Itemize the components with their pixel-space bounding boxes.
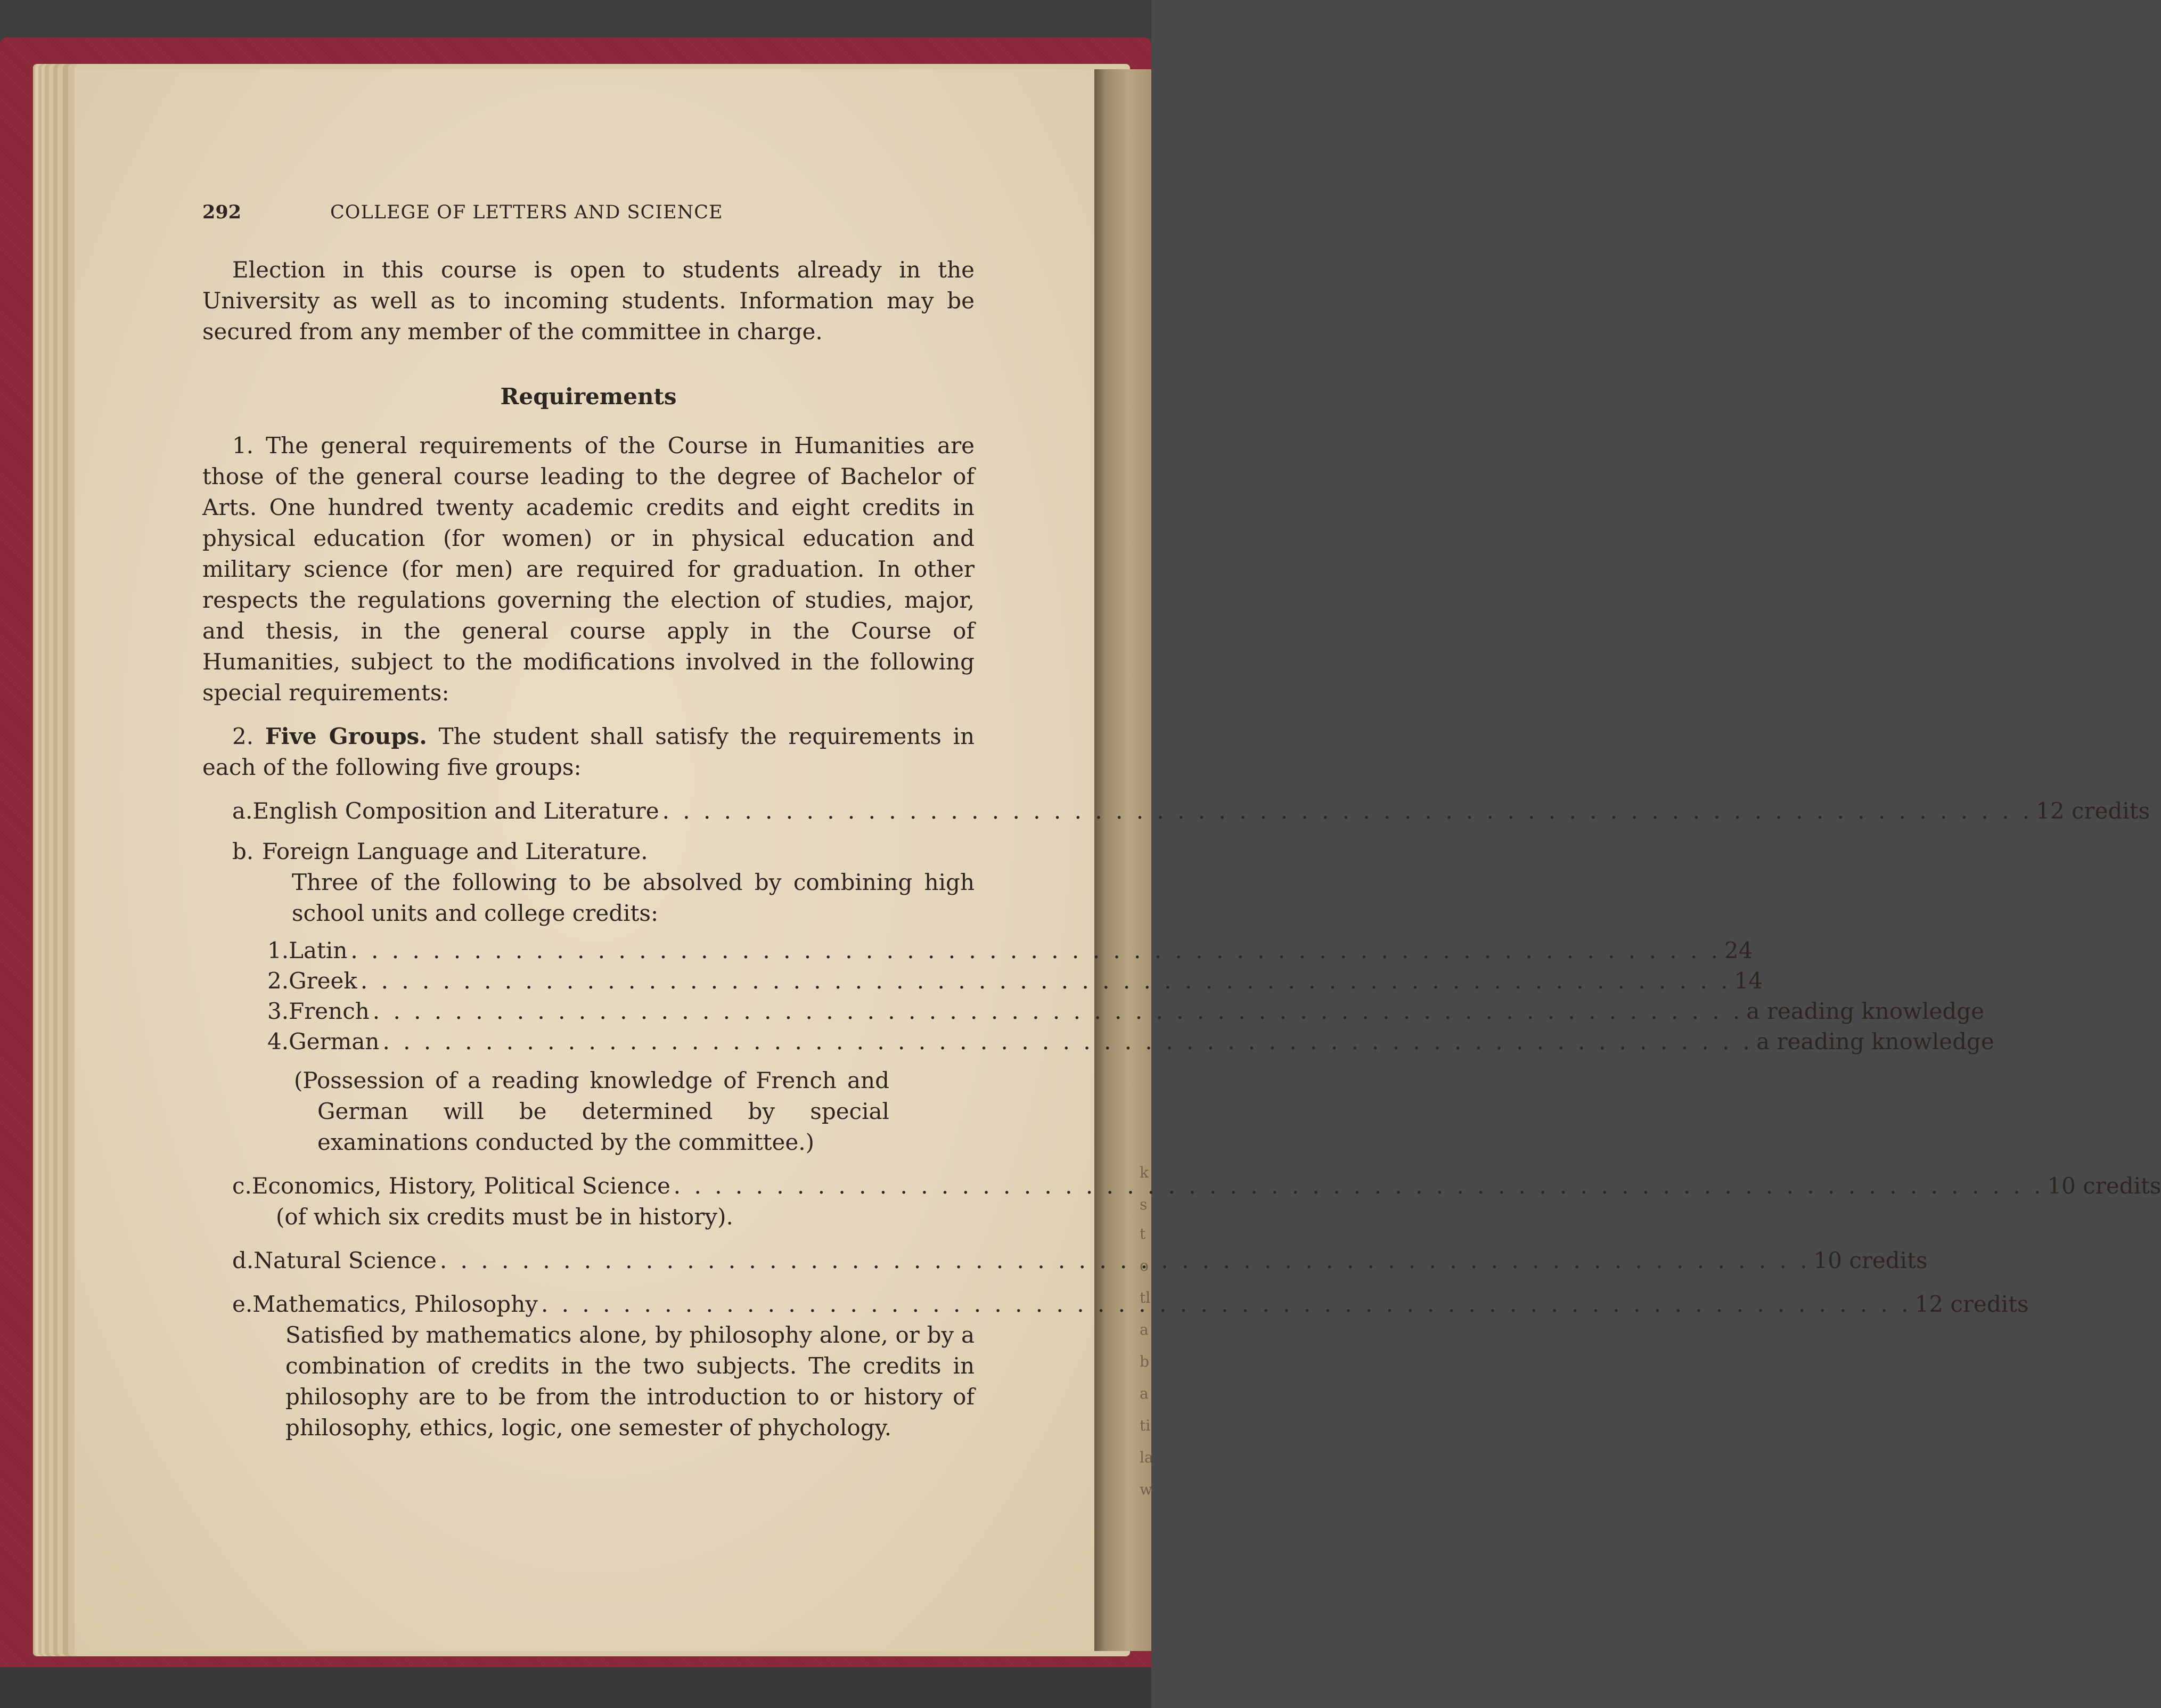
dot-leader: [440, 1245, 1811, 1276]
dot-leader: [350, 935, 1721, 966]
group-e-credits: 12 credits: [1914, 1291, 2029, 1317]
group-a: [202, 796, 2150, 827]
dot-leader: [662, 796, 2033, 827]
language-number: 2.: [267, 968, 289, 994]
group-d-credits: 10 credits: [1813, 1247, 1928, 1273]
language-row: [267, 1026, 1994, 1057]
running-title: COLLEGE OF LETTERS AND SCIENCE: [330, 202, 723, 223]
requirement-2-title: Five Groups.: [265, 723, 427, 749]
language-list: [202, 935, 1994, 1057]
language-number: 4.: [267, 1028, 289, 1055]
requirement-2-number: 2.: [232, 723, 254, 749]
facing-fragment: a: [1140, 1385, 1149, 1402]
requirement-1-number: 1.: [232, 432, 254, 459]
language-value: 24: [1724, 937, 1753, 963]
facing-fragment: s: [1140, 1196, 1148, 1213]
running-head: [202, 197, 975, 228]
facing-fragment: la: [1140, 1449, 1153, 1466]
group-e-description: Satisfied by mathematics alone, by philosophy alone, or by a combination of credits in the two subjects. The credits in philosophy are to be from the introduction to or history of philosophy, ethics, logic, one semester of phychology.: [285, 1322, 975, 1441]
requirement-2-text: The student shall satisfy the requirements in each of the following five groups:: [202, 723, 975, 780]
language-value: 14: [1734, 968, 1763, 994]
group-d-label: Natural Science: [253, 1247, 437, 1273]
language-value: a reading knowledge: [1756, 1028, 1994, 1055]
requirement-1-text: The general requirements of the Course in Humanities are those of the general course leading to the degree of Bachelor of Arts. One hundred twenty academic credits and eight credits in physical education (for women) or in physical education and military science (for men) are required for graduation. In other respects the regulations governing the election of studies, major, and thesis, in the general course apply in the Course of Humanities, subject to the modifications involved in the following special requirements:: [202, 432, 975, 706]
group-c-label: Economics, History, Political Science: [251, 1173, 670, 1199]
group-b: [202, 836, 975, 867]
group-c-letter: c.: [232, 1173, 252, 1199]
dot-leader: [361, 966, 1731, 996]
group-a-credits: 12 credits: [2036, 798, 2150, 824]
facing-fragment: t: [1140, 1225, 1146, 1243]
group-b-label: Foreign Language and Literature.: [262, 838, 648, 864]
language-note: (Possession of a reading knowledge of French and German will be determined by special examinations conducted by the committee.): [294, 1067, 889, 1155]
page-number: 292: [202, 201, 242, 223]
group-c-note: (of which six credits must be in history).: [276, 1204, 733, 1230]
intro-paragraph: Election in this course is open to students already in the University as well as to incoming students. Information may be secured from any member of the committee in charge.: [202, 257, 975, 345]
book-gutter: [1094, 69, 1151, 1651]
language-number: 3.: [267, 998, 289, 1024]
group-b-description: Three of the following to be absolved by combining high school units and college credits:: [292, 869, 975, 926]
facing-fragment: k: [1140, 1164, 1149, 1181]
language-number: 1.: [267, 937, 289, 963]
group-b-letter: b.: [232, 838, 254, 864]
requirements-heading: Requirements: [500, 383, 677, 410]
language-name: Latin: [289, 937, 348, 963]
language-row: [267, 935, 1753, 966]
group-c-credits: 10 credits: [2047, 1173, 2161, 1199]
dot-leader: [373, 996, 1743, 1027]
backdrop-bottom: [0, 1667, 1151, 1708]
language-name: Greek: [289, 968, 357, 994]
dot-leader: [541, 1289, 1912, 1320]
facing-fragment: a: [1140, 1321, 1149, 1338]
facing-fragment: tl: [1140, 1289, 1151, 1306]
language-name: French: [289, 998, 370, 1024]
group-d-letter: d.: [232, 1247, 254, 1273]
group-d: [202, 1245, 1928, 1276]
group-a-label: English Composition and Literature: [252, 798, 659, 824]
requirement-1: [202, 430, 975, 708]
group-e-label: Mathematics, Philosophy: [252, 1291, 538, 1317]
facing-fragment: ti: [1140, 1417, 1151, 1434]
facing-fragment: w: [1140, 1481, 1152, 1498]
language-row: [267, 996, 1985, 1026]
dot-leader: [382, 1026, 1753, 1057]
language-value: a reading knowledge: [1746, 998, 1985, 1024]
group-c: [202, 1171, 2161, 1202]
dot-leader: [674, 1171, 2044, 1202]
requirement-2: [202, 721, 975, 783]
group-a-letter: a.: [232, 798, 253, 824]
facing-fragment: o: [1140, 1257, 1149, 1274]
facing-fragment: b: [1140, 1353, 1149, 1370]
group-e-letter: e.: [232, 1291, 253, 1317]
language-name: German: [289, 1028, 380, 1055]
language-row: [267, 966, 1763, 996]
